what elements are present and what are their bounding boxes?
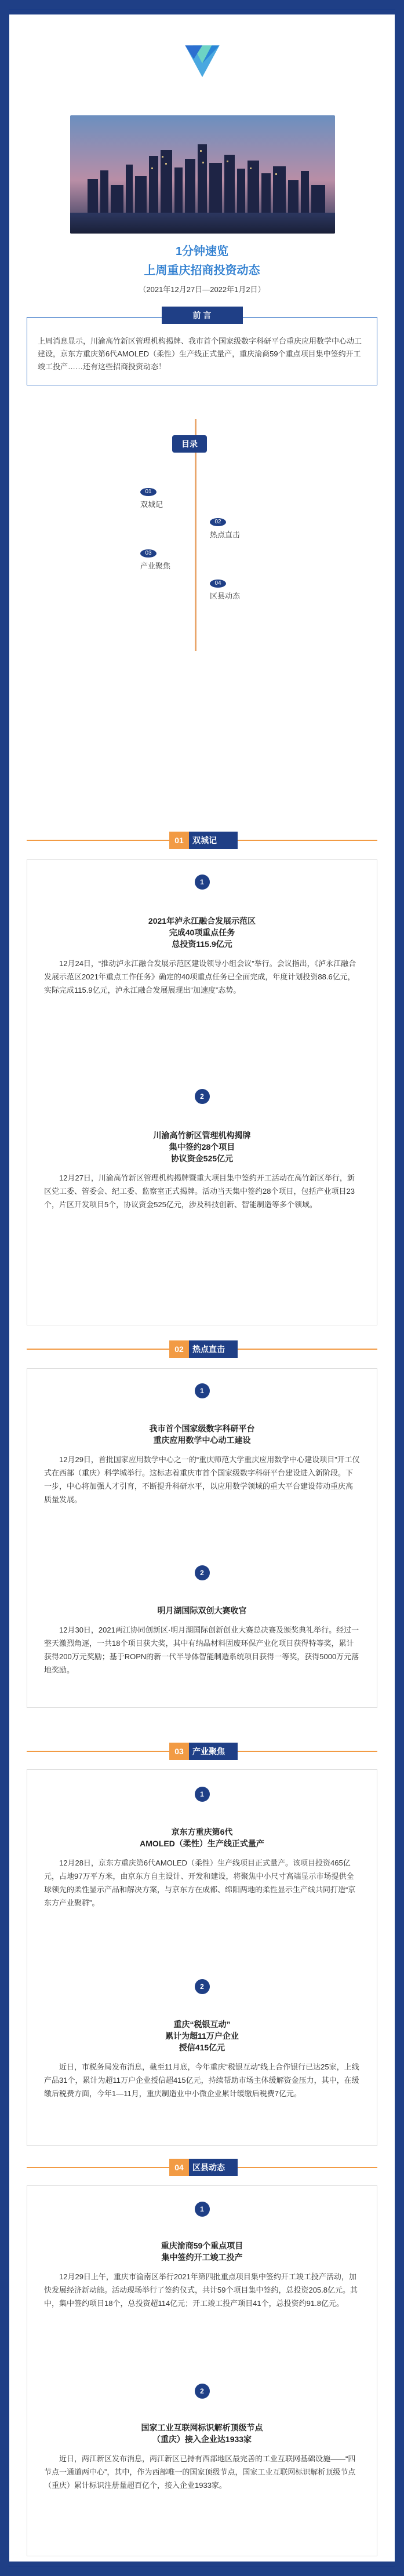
section-bar	[169, 832, 238, 849]
news-headline: 重庆“税银互动” 累计为超11万户企业 授信415亿元	[165, 2020, 239, 2052]
section-header-01	[9, 832, 395, 849]
item-badge: 1	[195, 1787, 210, 1802]
toc-title: 目录	[172, 435, 207, 453]
preface-box	[27, 317, 377, 385]
section-title: 产业聚焦	[192, 1747, 225, 1756]
item-badge: 1	[195, 2202, 210, 2217]
news-body: 12月30日，2021两江协同创新区·明月湖国际创新创业大赛总决赛及颁奖典礼举行。经过一整天激烈角逐，一共18个项目获大奖，其中有纳晶材料固废环保产业化项目获得特等奖，累计获得200万元奖励；基于ROPN的新一代半导体智能制造系统项目获得一等奖，获得5000万元落地奖励。	[44, 1626, 359, 1674]
item-badge: 1	[195, 1383, 210, 1398]
section-title: 区县动态	[192, 2163, 225, 2172]
toc-label: 热点直击	[210, 530, 241, 539]
news-headline: 国家工业互联网标识解析顶级节点 （重庆）接入企业达1933家	[141, 2423, 263, 2444]
top-bar	[9, 10, 395, 14]
news-card	[27, 1584, 377, 1711]
section-number: 02	[169, 1340, 189, 1358]
item-badge: 2	[195, 1565, 210, 1580]
toc-label: 区县动态	[210, 592, 241, 600]
news-headline: 川渝高竹新区管理机构揭牌 集中签约28个项目 协议资金525亿元	[153, 1131, 251, 1163]
news-body: 近日，两江新区发布消息，两江新区已持有西部地区最完善的工业互联网基础设施——“四节点一通道两中心”，其中，作为西部唯一的国家顶级节点，国家工业互联网标识解析顶级节点（重庆）累计标识注册量超百亿个，接入企业1933家。	[44, 2454, 356, 2490]
news-card	[27, 1998, 377, 2143]
news-card	[27, 2401, 377, 2552]
item-badge: 2	[195, 1979, 210, 1994]
toc-item-3[interactable]	[140, 548, 170, 571]
toc-item-2[interactable]	[210, 516, 240, 540]
toc-num: 02	[210, 518, 226, 526]
news-card	[27, 894, 377, 1083]
news-card	[27, 1805, 377, 1979]
section-header-04	[9, 2159, 395, 2176]
city-skyline-image	[70, 115, 335, 234]
news-headline: 京东方重庆第6代 AMOLED（柔性）生产线正式量产	[140, 1827, 264, 1848]
article-container	[9, 9, 395, 2567]
bottom-bar	[9, 2562, 395, 2566]
toc-num: 03	[140, 549, 156, 558]
title-line-2: 上周重庆招商投资动态	[144, 264, 260, 277]
title-line-1: 1分钟速览	[175, 245, 229, 258]
section-number: 04	[169, 2159, 189, 2176]
item-badge: 2	[195, 1089, 210, 1104]
toc-item-4[interactable]	[210, 578, 240, 601]
preface-label: 前 言	[162, 307, 243, 324]
news-body: 近日，市税务局发布消息，截至11月底，今年重庆“税银互动”线上合作银行已达25家，上线产品31个，累计为超11万户企业授信超415亿元，持续帮助市场主体缓解资金压力，其中，在缓缴后税费方面，今年1—11月，重庆制造业中小微企业累计缓缴后税费7亿元。	[44, 2063, 359, 2098]
date-range: （2021年12月27日—2022年1月2日）	[139, 285, 265, 294]
toc-label: 双城记	[140, 500, 163, 509]
news-body: 12月28日，京东方重庆第6代AMOLED（柔性）生产线项目正式量产。该项目投资465亿元，占地97万平方米，由京东方自主设计、开发和建设，将聚焦中小尺寸高端显示市场提供全球领先的柔性显示产品和解决方案，与京东方在成都、绵阳两地的柔性显示生产线共同打造“京东方产业聚群”。	[44, 1859, 356, 1907]
news-headline: 重庆渝商59个重点项目 集中签约开工竣工投产	[161, 2241, 243, 2262]
news-card	[27, 1109, 377, 1317]
section-bar	[169, 1743, 238, 1760]
title-block	[9, 237, 395, 294]
toc-label: 产业聚焦	[140, 562, 171, 570]
news-body: 12月29日上午，重庆市渝南区举行2021年第四批重点项目集中签约开工竣工投产活动，加快发展经济新动能。活动现场举行了签约仪式，共计59个项目集中签约，总投资205.8亿元。其中，集中签约项目18个，总投资超114亿元；开工竣工投产项目41个，总投资约91.8亿元。	[44, 2272, 358, 2308]
news-body: 12月29日，首批国家应用数学中心之一的“重庆师范大学重庆应用数学中心建设项目”开工仪式在西部（重庆）科学城举行。这标志着重庆市首个国家级数字科研平台建设进入新阶段。下一步，中心将加强人才引育，不断提升科研水平，以应用数学领域的重大平台建设带动重庆高质量发展。	[44, 1455, 360, 1504]
news-card	[27, 2219, 377, 2381]
brand-logo-icon	[181, 38, 224, 81]
section-bar	[169, 1340, 238, 1358]
news-headline: 明月湖国际双创大赛收官	[157, 1606, 247, 1615]
section-title: 热点直击	[192, 1345, 225, 1354]
item-badge: 1	[195, 875, 210, 890]
section-bar	[169, 2159, 238, 2176]
section-number: 03	[169, 1743, 189, 1760]
news-card	[27, 1402, 377, 1564]
section-header-02	[9, 1340, 395, 1358]
preface-text: 上周消息显示，川渝高竹新区管理机构揭牌、我市首个国家级数字科研平台重庆应用数学中心动工建设，京东方重庆第6代AMOLED（柔性）生产线正式量产，重庆渝商59个重点项目集中签约开工竣工投产……还有这些招商投资动态！	[38, 337, 362, 371]
section-number: 01	[169, 832, 189, 849]
toc-num: 04	[210, 580, 226, 588]
news-body: 12月27日，川渝高竹新区管理机构揭牌暨重大项目集中签约开工活动在高竹新区举行，新区党工委、管委会、纪工委、监察室正式揭牌。活动当天集中签约28个项目，包括产业项目23个，片区开发项目5个，协议资金525亿元，涉及科技创新、智能制造等多个领域。	[44, 1174, 355, 1209]
toc-num: 01	[140, 488, 156, 496]
toc-item-1[interactable]	[140, 486, 163, 509]
section-header-03	[9, 1743, 395, 1760]
section-title: 双城记	[192, 836, 217, 845]
news-headline: 2021年泸永江融合发展示范区 完成40项重点任务 总投资115.9亿元	[148, 916, 256, 949]
item-badge: 2	[195, 2384, 210, 2399]
news-body: 12月24日，“推动泸永江融合发展示范区建设领导小组会议”举行。会议指出，《泸永江融合发展示范区2021年重点工作任务》确定的40项重点任务已全面完成，年度计划投资88.6亿元，实际完成115.9亿元，泸永江融合发展展现出“加速度”态势。	[44, 959, 356, 994]
table-of-contents	[9, 419, 395, 651]
toc-line	[195, 419, 196, 651]
news-headline: 我市首个国家级数字科研平台 重庆应用数学中心动工建设	[149, 1424, 255, 1445]
